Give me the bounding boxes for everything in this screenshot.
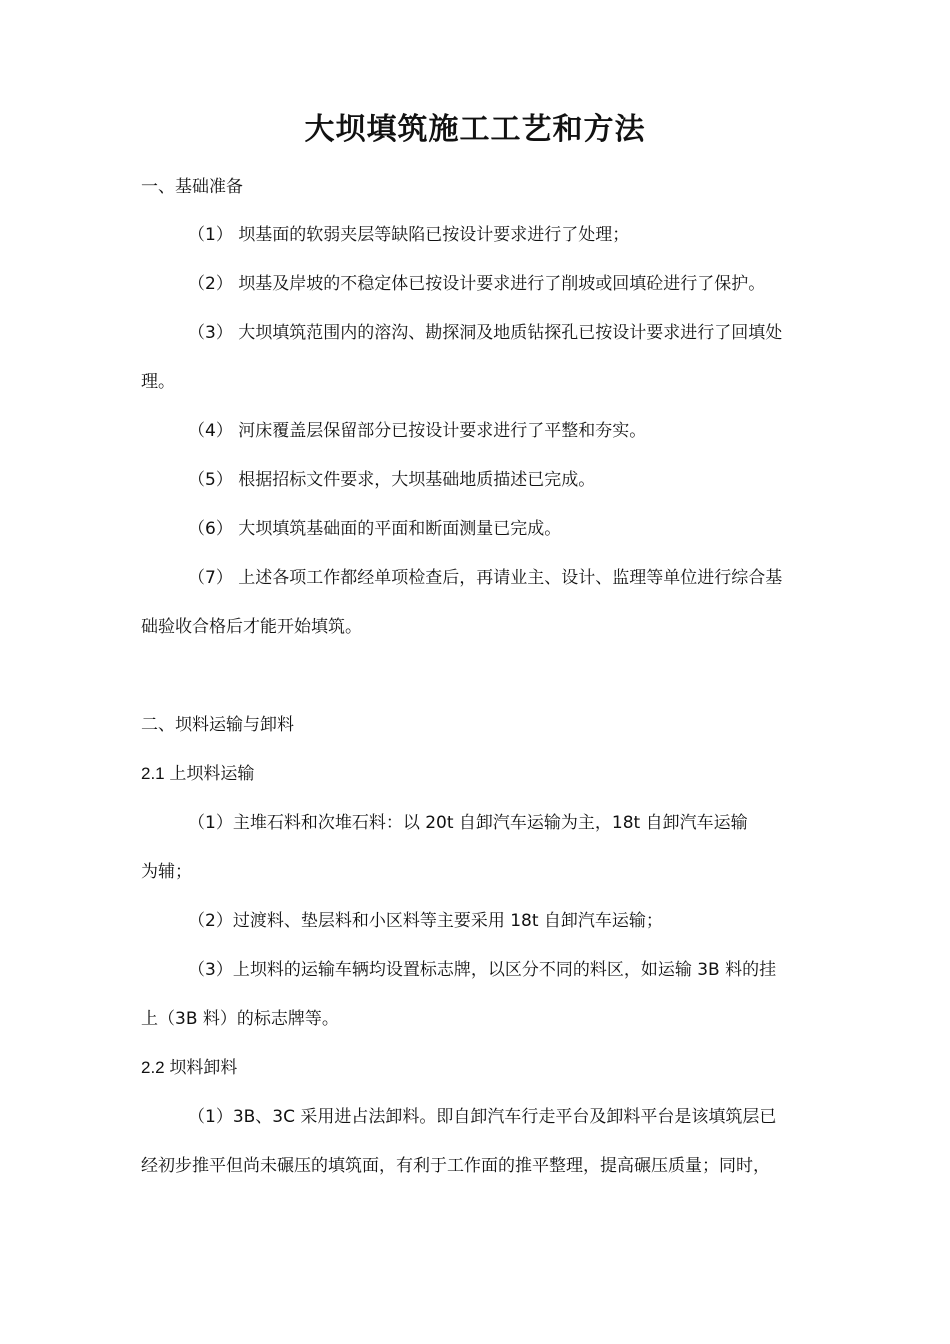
paragraph-line: 为辅；: [141, 862, 192, 882]
paragraph-line: （3）上坝料的运输车辆均设置标志牌，以区分不同的料区，如运输 3B 料的挂: [188, 960, 777, 980]
subsection-heading: 2.1 上坝料运输: [141, 764, 255, 783]
section-heading: 二、坝料运输与卸料: [141, 715, 294, 735]
section-heading: 一、基础准备: [141, 177, 243, 197]
paragraph-line: （7） 上述各项工作都经单项检查后，再请业主、设计、监理等单位进行综合基: [188, 568, 783, 588]
paragraph-line: （4） 河床覆盖层保留部分已按设计要求进行了平整和夯实。: [188, 421, 647, 441]
paragraph-line: 理。: [141, 372, 175, 392]
page-title: 大坝填筑施工工艺和方法: [304, 112, 646, 147]
subsection-heading: 2.2 坝料卸料: [141, 1058, 238, 1077]
paragraph-line: （1）3B、3C 采用进占法卸料。即自卸汽车行走平台及卸料平台是该填筑层已: [188, 1107, 777, 1127]
paragraph-line: （1）主堆石料和次堆石料：以 20t 自卸汽车运输为主，18t 自卸汽车运输: [188, 813, 748, 833]
paragraph-line: （2） 坝基及岸坡的不稳定体已按设计要求进行了削坡或回填砼进行了保护。: [188, 274, 766, 294]
paragraph-line: 础验收合格后才能开始填筑。: [141, 617, 362, 637]
paragraph-line: （2）过渡料、垫层料和小区料等主要采用 18t 自卸汽车运输；: [188, 911, 663, 931]
paragraph-line: （1） 坝基面的软弱夹层等缺陷已按设计要求进行了处理；: [188, 225, 630, 245]
paragraph-line: （3） 大坝填筑范围内的溶沟、勘探洞及地质钻探孔已按设计要求进行了回填处: [188, 323, 783, 343]
paragraph-line: （5） 根据招标文件要求，大坝基础地质描述已完成。: [188, 470, 596, 490]
paragraph-line: 上（3B 料）的标志牌等。: [141, 1009, 339, 1029]
paragraph-line: （6） 大坝填筑基础面的平面和断面测量已完成。: [188, 519, 562, 539]
paragraph-line: 经初步推平但尚未碾压的填筑面，有利于工作面的推平整理，提高碾压质量；同时，: [141, 1156, 770, 1176]
